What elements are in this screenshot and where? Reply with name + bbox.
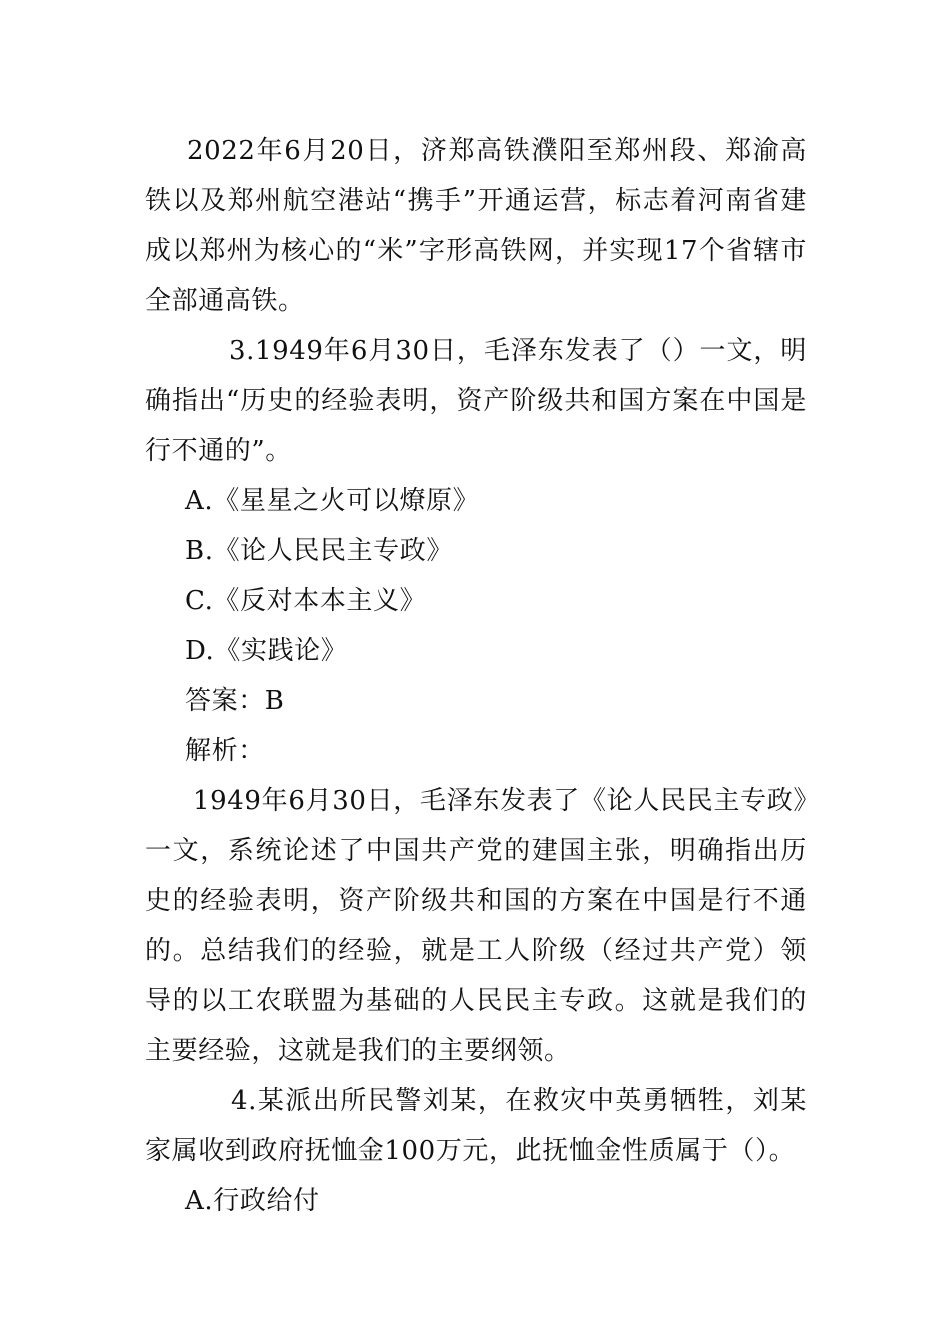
intro-paragraph: 2022年6月20日，济郑高铁濮阳至郑州段、郑渝高铁以及郑州航空港站“携手”开通运营，标志着河南省建成以郑州为核心的“米”字形高铁网，并实现17个省辖市全部通高铁。 <box>145 136 807 316</box>
question-3-analysis-label: 解析： <box>185 736 265 766</box>
question-3-option-c: C.《反对本本主义》 <box>185 586 427 616</box>
question-3-option-d: D.《实践论》 <box>185 636 348 666</box>
question-3-option-b: B.《论人民民主专政》 <box>185 536 453 566</box>
question-3-answer: 答案：B <box>185 686 285 716</box>
question-4-stem: 4.某派出所民警刘某，在救灾中英勇牺牲，刘某家属收到政府抚恤金100万元，此抚恤金性质属于（）。 <box>145 1086 807 1166</box>
question-3-analysis: 1949年6月30日，毛泽东发表了《论人民民主专政》一文，系统论述了中国共产党的建国主张，明确指出历史的经验表明，资产阶级共和国的方案在中国是行不通的。总结我们的经验，就是工人阶级（经过共产党）领导的以工农联盟为基础的人民民主专政。这就是我们的主要经验，这就是我们的主要纲领。 <box>145 786 807 1066</box>
question-3-option-a: A.《星星之火可以燎原》 <box>185 486 480 516</box>
question-4-option-a: A.行政给付 <box>185 1186 320 1216</box>
document-body <box>145 126 807 1226</box>
question-3-stem: 3.1949年6月30日，毛泽东发表了（）一文，明确指出“历史的经验表明，资产阶级共和国方案在中国是行不通的”。 <box>145 336 807 466</box>
